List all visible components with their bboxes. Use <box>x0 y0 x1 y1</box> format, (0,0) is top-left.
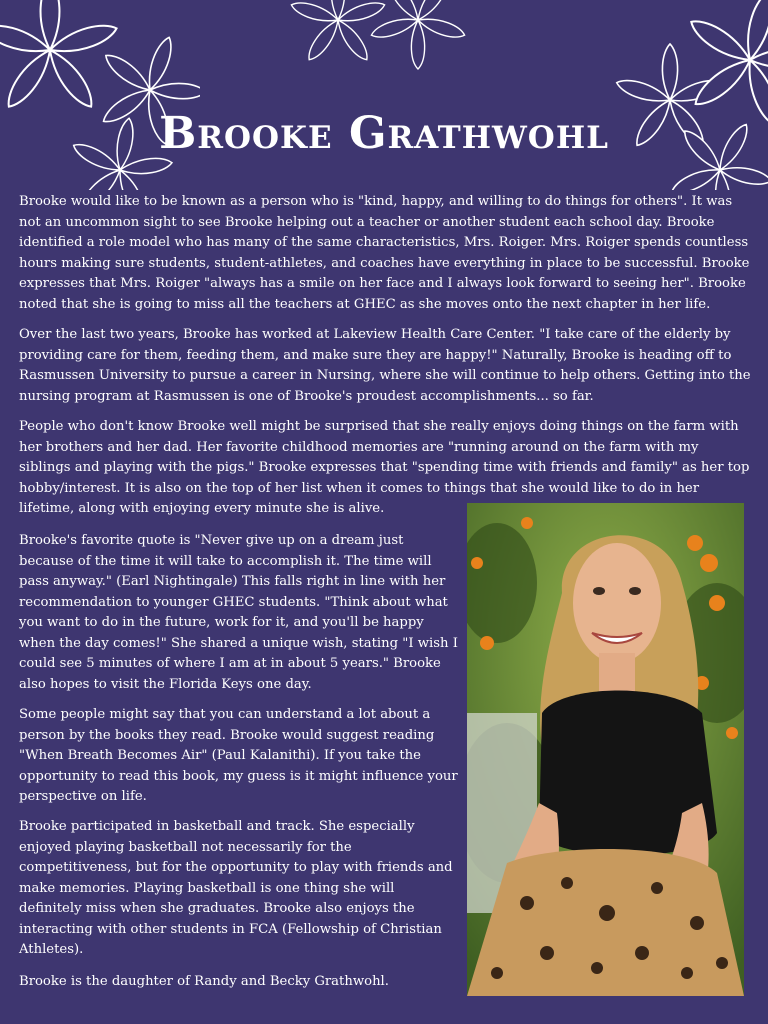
paragraph-role-model: Brooke would like to be known as a person who is "kind, happy, and willing to do things for others". It was not an uncommon sight to see Brooke helping out a teacher or another student each school day. Brooke identified a role model who has many of the same characteristics, Mrs. Roiger. Mrs. Roiger spends countless hours making sure students, student-athletes, and coaches have everything in place to be successful. Brooke expresses that Mrs. Roiger "always has a smile on her face and I always look forward to seeing her". Brooke noted that she is going to miss all the teachers at GHEC as she moves onto the next chapter in her life. <box>19 194 750 312</box>
paragraph-favorite-quote: Brooke's favorite quote is "Never give up on a dream just because of the time it will take to accomplish it. The time will pass anyway." (Earl Nightingale) This falls right in line with her recommendation to younger GHEC students. "Think about what you want to do in the future, work for it, and you'll be happy when the day comes!" She shared a unique wish, stating "I wish I could see 5 minutes of where I am at in about 5 years." Brooke also hopes to visit the Florida Keys one day. <box>19 533 458 692</box>
portrait-photo <box>467 503 744 996</box>
paragraph-parents: Brooke is the daughter of Randy and Becky Grathwohl. <box>19 974 389 989</box>
flower-decoration-top-center-icon <box>278 0 478 80</box>
paragraph-sports: Brooke participated in basketball and track. She especially enjoyed playing basketball not necessarily for the competitiveness, but for the opportunity to play with friends and make memories. Playing basketball is one thing she will definitely miss when she graduates. Brooke also enjoys the interacting with other students in FCA (Fellowship of Christian Athletes). <box>19 819 453 957</box>
page-title: Brooke Grathwohl <box>159 108 609 159</box>
paragraph-books: Some people might say that you can understand a lot about a person by the books they read. Brooke would suggest reading "When Breath Becomes Air" (Paul Kalanithi). If you take the opportunity to read this book, my guess is it might influence your perspective on life. <box>19 707 458 804</box>
flower-decoration-top-right-icon <box>580 0 768 190</box>
paragraph-work-nursing: Over the last two years, Brooke has worked at Lakeview Health Care Center. "I take care of the elderly by providing care for them, feeding them, and make sure they are happy!" Naturally, Brooke is heading off to Rasmussen University to pursue a career in Nursing, where she will continue to help others. Getting into the nursing program at Rasmussen is one of Brooke's proudest accomplishments... so far. <box>19 327 751 404</box>
paragraph-farm-family: People who don't know Brooke well might be surprised that she really enjoys doing things on the farm with her brothers and her dad. Her favorite childhood memories are "running around on the farm with my siblings and playing with the pigs." Brooke expresses that "spending time with friends and family" as her top hobby/interest. It is also on the top of her list when it comes to things that she would like to do in her lifetime, along with enjoying every minute she is alive. <box>19 419 750 516</box>
flower-decoration-top-left-icon <box>0 0 200 190</box>
portrait-photo-icon <box>467 503 744 996</box>
